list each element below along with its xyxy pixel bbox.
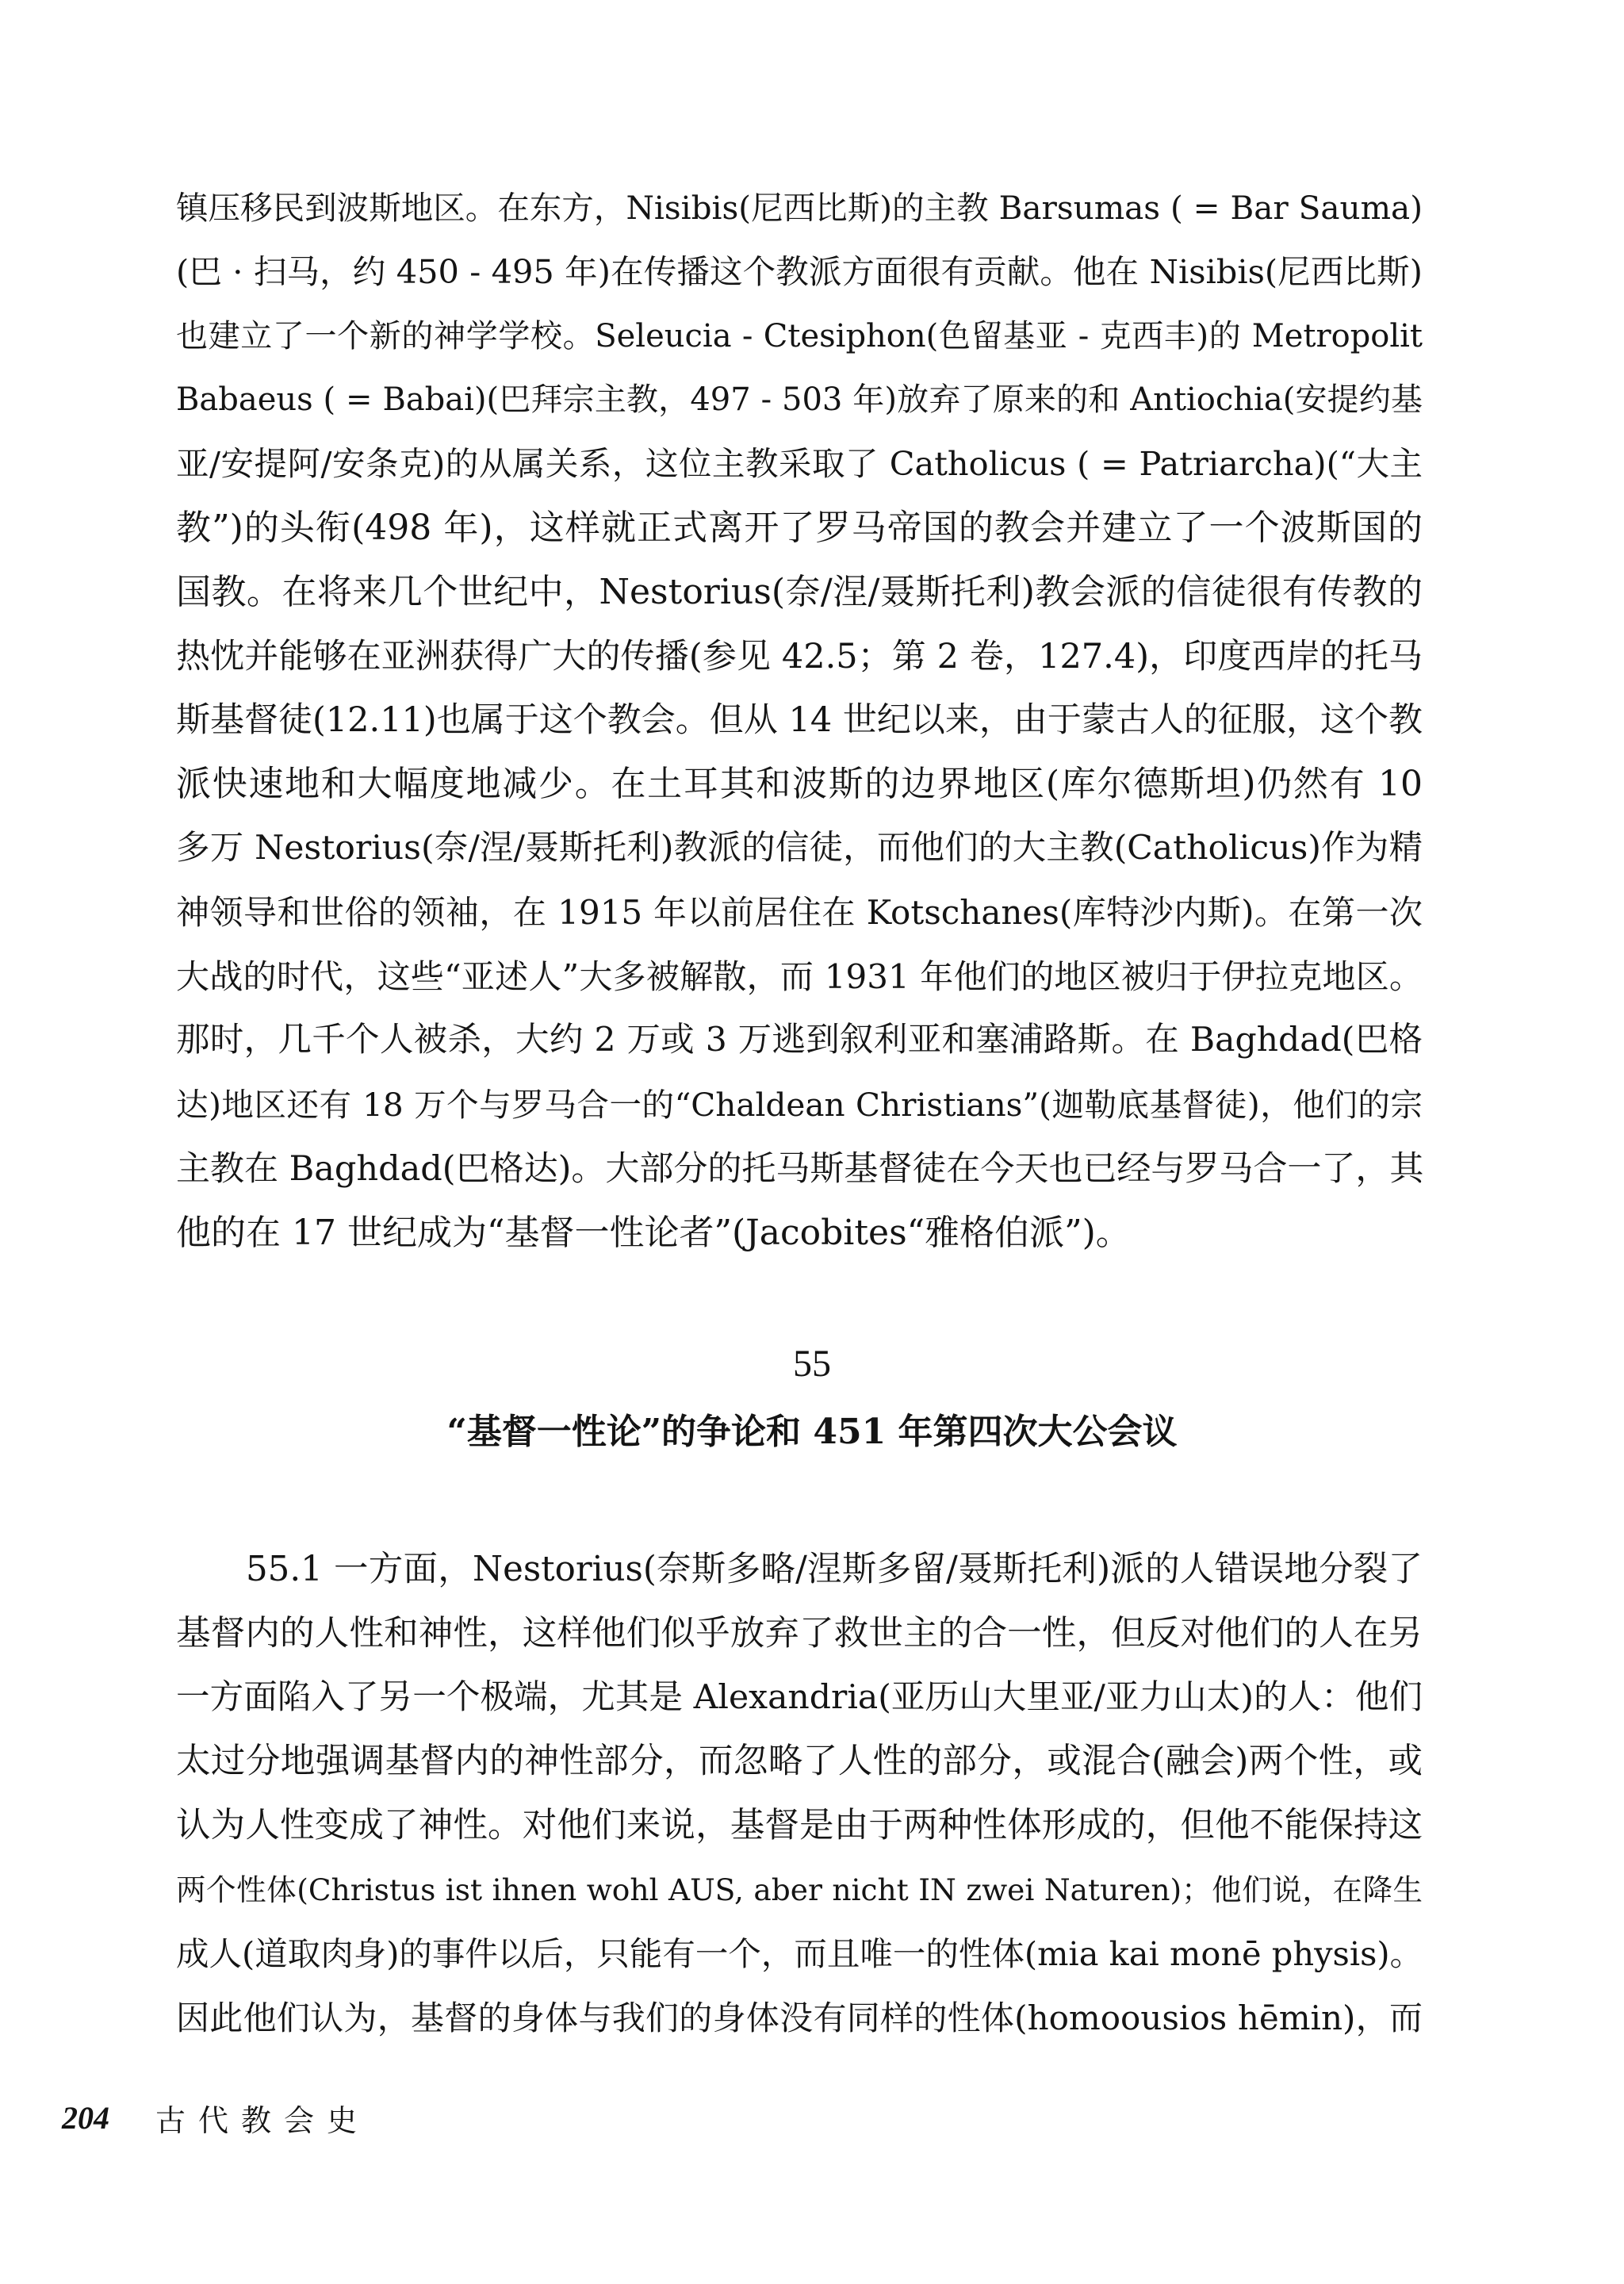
text-line: 镇压移民到波斯地区。在东方，Nisibis(尼西比斯)的主教 Barsumas ( = Bar Sauma) (176, 189, 1423, 227)
text-line: 教”)的头衔(498 年)，这样就正式离开了罗马帝国的教会并建立了一个波斯国的 (176, 507, 1423, 548)
text-line: 也建立了一个新的神学学校。Seleucia - Ctesiphon(色留基亚 - 克西丰)的 Metropolit (176, 317, 1423, 354)
text-line: 两个性体(Christus ist ihnen wohl AUS, aber nicht IN zwei Naturen)；他们说，在降生 (176, 1872, 1423, 1907)
text-line: 一方面陷入了另一个极端，尤其是 Alexandria(亚历山大里亚/亚力山太)的人：他们 (176, 1677, 1423, 1717)
text-line: 认为人性变成了神性。对他们来说，基督是由于两种性体形成的，但他不能保持这 (176, 1806, 1423, 1846)
text-line: 55.1 一方面，Nestorius(奈斯多略/涅斯多留/聂斯托利)派的人错误地分裂了 (246, 1550, 1423, 1589)
body-paragraph-continued (176, 176, 1423, 1266)
text-line: 亚/安提阿/安条克)的从属关系，这位主教采取了 Catholicus ( = Patriarcha)(“大主 (176, 444, 1423, 484)
text-line: 主教在 Baghdad(巴格达)。大部分的托马斯基督徒在今天也已经与罗马合一了，其 (176, 1148, 1424, 1189)
page-footer (62, 2094, 370, 2141)
running-title: 古代教会史 (155, 2102, 370, 2138)
section-number: 55 (793, 1343, 831, 1385)
text-line: 热忱并能够在亚洲获得广大的传播(参见 42.5；第 2 卷，127.4)，印度西岸的托马 (176, 636, 1423, 676)
text-line: 成人(道取肉身)的事件以后，只能有一个，而且唯一的性体(mia kai monē physis)。 (176, 1933, 1423, 1973)
body-paragraph-55-1 (176, 1538, 1423, 2050)
text-line: 那时，几千个人被杀，大约 2 万或 3 万逃到叙利亚和塞浦路斯。在 Baghdad(巴格 (176, 1021, 1423, 1060)
section-title: “基督一性论”的争论和 451 年第四次大公会议 (446, 1412, 1178, 1452)
text-line: 因此他们认为，基督的身体与我们的身体没有同样的性体(homoousios hēmin)，而 (176, 1998, 1423, 2037)
text-line: 神领导和世俗的领袖，在 1915 年以前居住在 Kotschanes(库特沙内斯)。在第一次 (176, 892, 1423, 932)
text-line: 斯基督徒(12.11)也属于这个教会。但从 14 世纪以来，由于蒙古人的征服，这个教 (176, 700, 1423, 741)
text-line: 他的在 17 世纪成为“基督一性论者”(Jacobites“雅格伯派”)。 (176, 1212, 1131, 1253)
text-line: Babaeus ( = Babai)(巴拜宗主教，497 - 503 年)放弃了原来的和 Antiochia(安提约基 (176, 381, 1423, 419)
text-line: 达)地区还有 18 万个与罗马合一的“Chaldean Christians”(迦勒底基督徒)，他们的宗 (176, 1086, 1423, 1125)
text-line: 派快速地和大幅度地减少。在土耳其和波斯的边界地区(库尔德斯坦)仍然有 10 (176, 764, 1423, 805)
text-line: (巴 · 扫马，约 450 - 495 年)在传播这个教派方面很有贡献。他在 Nisibis(尼西比斯) (176, 251, 1423, 291)
text-line: 多万 Nestorius(奈/涅/聂斯托利)教派的信徒，而他们的大主教(Catholicus)作为精 (176, 828, 1423, 868)
text-line: 基督内的人性和神性，这样他们似乎放弃了救世主的合一性，但反对他们的人在另 (176, 1613, 1423, 1654)
text-line: 国教。在将来几个世纪中，Nestorius(奈/涅/聂斯托利)教会派的信徒很有传教的 (176, 571, 1423, 612)
page-number: 204 (62, 2099, 109, 2136)
text-line: 太过分地强调基督内的神性部分，而忽略了人性的部分，或混合(融会)两个性，或 (176, 1742, 1423, 1782)
text-line: 大战的时代，这些“亚述人”大多被解散，而 1931 年他们的地区被归于伊拉克地区。 (176, 956, 1423, 996)
